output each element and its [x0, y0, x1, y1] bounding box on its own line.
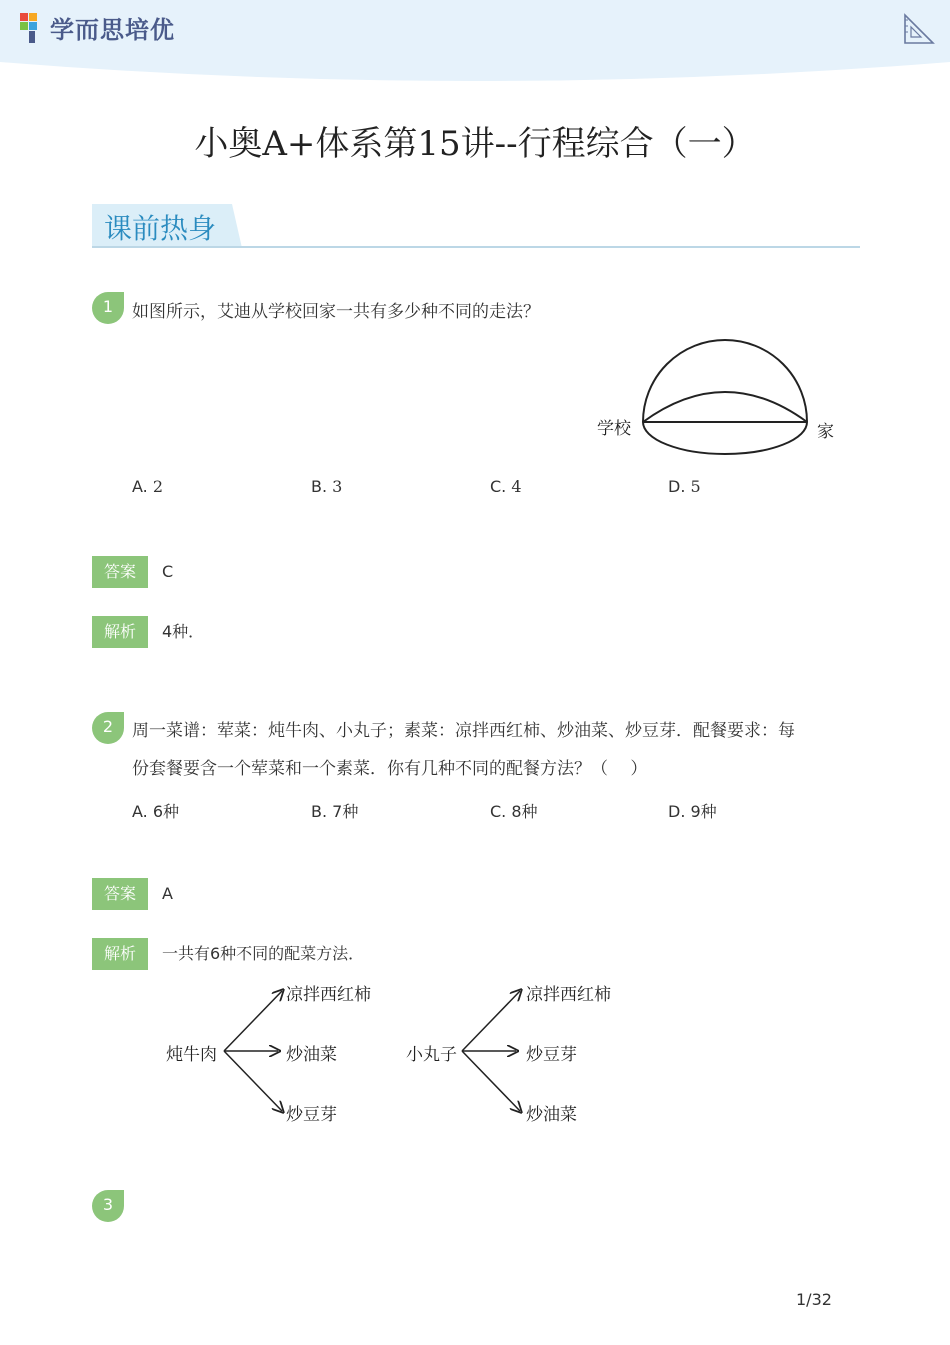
- tree-leaf: 炒豆芽: [526, 1045, 577, 1065]
- tree-leaf: 炒油菜: [286, 1045, 337, 1065]
- option-d[interactable]: D. 5: [668, 477, 701, 496]
- analysis-tag: 解析: [92, 938, 148, 970]
- option-a[interactable]: A. 2: [132, 477, 164, 496]
- option-a[interactable]: A. 6种: [132, 802, 180, 821]
- route-path-upper-curve: [643, 392, 807, 422]
- option-b[interactable]: B. 7种: [311, 802, 359, 821]
- tree-branch: [462, 1051, 520, 1111]
- analysis-text: 一共有6种不同的配菜方法．: [162, 944, 365, 963]
- question-text: [132, 712, 852, 788]
- question-number: 2: [102, 717, 114, 736]
- tree-leaf: 凉拌西红柿: [286, 985, 371, 1005]
- question-number: 3: [102, 1195, 114, 1214]
- question-number-badge: [92, 1190, 124, 1222]
- analysis-text: 4种．: [162, 622, 205, 641]
- question-text-line: 周一菜谱：荤菜：炖牛肉、小丸子；素菜：凉拌西红柿、炒油菜、炒豆芽．配餐要求：每: [132, 721, 795, 741]
- section-heading: 课前热身: [104, 212, 217, 245]
- tree-root: 炖牛肉: [166, 1045, 217, 1065]
- question-text: 如图所示，艾迪从学校回家一共有多少种不同的走法？: [132, 302, 540, 322]
- question-number: 1: [102, 297, 114, 316]
- logo: [18, 10, 175, 45]
- logo-text: 学而思培优: [50, 16, 175, 44]
- section-divider: [92, 246, 860, 248]
- question-text-line: 份套餐要含一个荤菜和一个素菜．你有几种不同的配餐方法？（ ）: [132, 759, 648, 779]
- route-path-arc: [643, 340, 807, 422]
- figure-label-home: 家: [817, 422, 834, 442]
- figure-label-school: 学校: [597, 419, 631, 439]
- tree-leaf: 炒油菜: [526, 1105, 577, 1125]
- ruler-triangle-icon: [902, 12, 936, 46]
- route-path-lower-arc: [643, 422, 807, 454]
- option-d[interactable]: D. 9种: [668, 802, 717, 821]
- option-b[interactable]: B. 3: [311, 477, 343, 496]
- answer-value: A: [162, 884, 173, 903]
- option-c[interactable]: C. 8种: [490, 802, 538, 821]
- tree-branch: [462, 991, 520, 1051]
- question-number-badge: [92, 292, 124, 324]
- tree-leaf: 炒豆芽: [286, 1105, 337, 1125]
- answer-value: C: [162, 562, 174, 581]
- analysis-tag: 解析: [92, 616, 148, 648]
- logo-mark-icon: [18, 11, 44, 45]
- option-c[interactable]: C. 4: [490, 477, 522, 496]
- answer-tag: 答案: [92, 878, 148, 910]
- page-number: 1/32: [796, 1290, 832, 1309]
- page-title: 小奥A+体系第15讲--行程综合（一）: [194, 124, 756, 164]
- tree-root: 小丸子: [406, 1045, 457, 1065]
- question-number-badge: [92, 712, 124, 744]
- tree-branch: [224, 1051, 282, 1111]
- tree-leaf: 凉拌西红柿: [526, 985, 611, 1005]
- tree-branch: [224, 991, 282, 1051]
- answer-tag: 答案: [92, 556, 148, 588]
